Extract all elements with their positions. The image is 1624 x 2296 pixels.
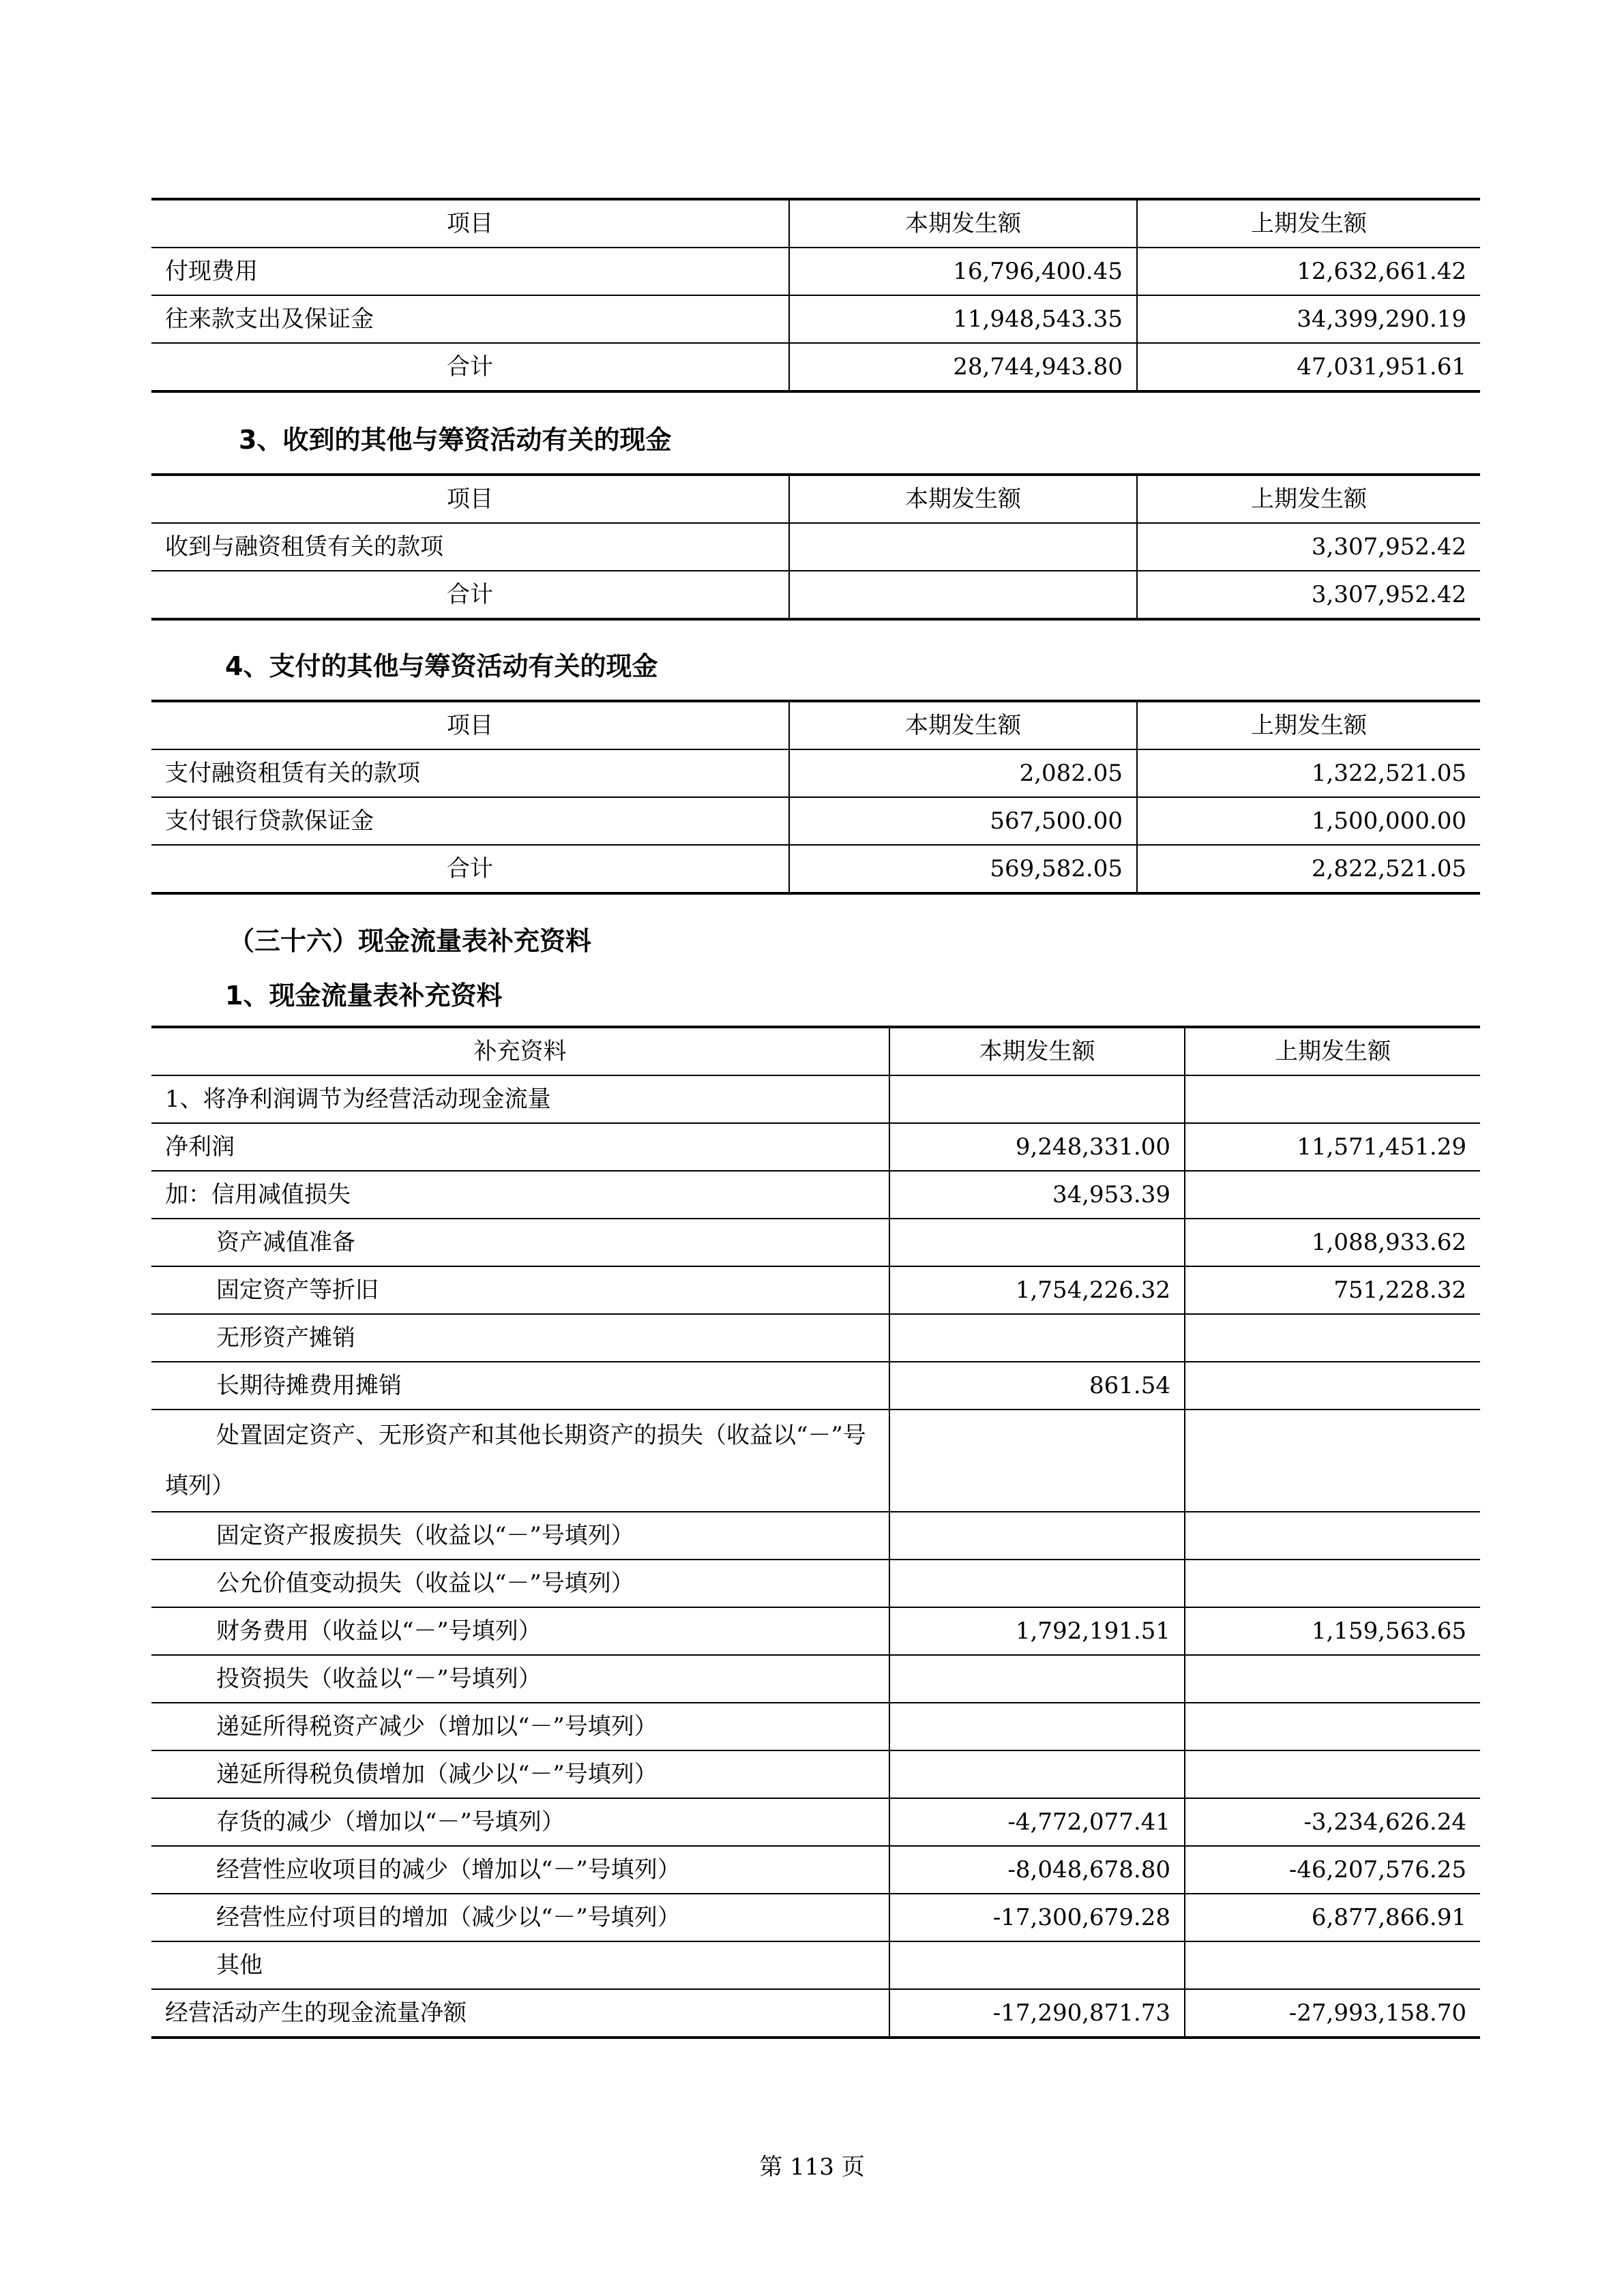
- row-label: 付现费用: [151, 248, 789, 295]
- total-label: 合计: [151, 343, 789, 391]
- header-prior-period: 上期发生额: [1137, 701, 1480, 749]
- table-row: [151, 1266, 1480, 1314]
- other-financing-cash-receipts-table: [151, 473, 1480, 621]
- current-amount: -4,772,077.41: [889, 1798, 1185, 1846]
- row-label: 经营性应付项目的增加（减少以“－”号填列）: [151, 1894, 889, 1941]
- prior-amount: -27,993,158.70: [1185, 1989, 1480, 2038]
- table-row: [151, 1410, 1480, 1512]
- row-label: 资产减值准备: [151, 1219, 889, 1266]
- row-label: 往来款支出及保证金: [151, 295, 789, 343]
- total-prior-amount: 2,822,521.05: [1137, 845, 1480, 893]
- table-row: [151, 1703, 1480, 1750]
- current-amount: 16,796,400.45: [789, 248, 1137, 295]
- prior-amount: 751,228.32: [1185, 1266, 1480, 1314]
- row-label: 支付融资租赁有关的款项: [151, 749, 789, 797]
- table-row: [151, 1219, 1480, 1266]
- current-amount: 1,792,191.51: [889, 1607, 1185, 1655]
- table-header-row: [151, 1027, 1480, 1075]
- row-label: 存货的减少（增加以“－”号填列）: [151, 1798, 889, 1846]
- row-label: 经营活动产生的现金流量净额: [151, 1989, 889, 2038]
- row-label: 其他: [151, 1941, 889, 1989]
- current-amount: [889, 1314, 1185, 1362]
- current-amount: -8,048,678.80: [889, 1846, 1185, 1894]
- current-amount: [889, 1219, 1185, 1266]
- row-label: 净利润: [151, 1123, 889, 1171]
- row-label: 1、将净利润调节为经营活动现金流量: [151, 1075, 889, 1123]
- section-36-subheading: 1、现金流量表补充资料: [225, 981, 503, 1011]
- total-current-amount: 28,744,943.80: [789, 343, 1137, 391]
- row-label: 递延所得税负债增加（减少以“－”号填列）: [151, 1750, 889, 1798]
- table-header-row: [151, 475, 1480, 523]
- section-4-heading: 4、支付的其他与筹资活动有关的现金: [225, 651, 658, 681]
- current-amount: 2,082.05: [789, 749, 1137, 797]
- table-row: [151, 1894, 1480, 1941]
- current-amount: 9,248,331.00: [889, 1123, 1185, 1171]
- row-label: 支付银行贷款保证金: [151, 797, 789, 845]
- table-row: [151, 797, 1480, 845]
- row-label: 经营性应收项目的减少（增加以“－”号填列）: [151, 1846, 889, 1894]
- header-prior-period: 上期发生额: [1137, 199, 1480, 248]
- prior-amount: [1185, 1560, 1480, 1607]
- prior-amount: [1185, 1171, 1480, 1219]
- header-item: 项目: [151, 701, 789, 749]
- current-amount: [889, 1075, 1185, 1123]
- table-row: [151, 1171, 1480, 1219]
- other-financing-cash-payments-table: [151, 700, 1480, 895]
- current-amount: 34,953.39: [889, 1171, 1185, 1219]
- row-label: 长期待摊费用摊销: [151, 1362, 889, 1410]
- row-label: 收到与融资租赁有关的款项: [151, 523, 789, 571]
- row-label: 递延所得税资产减少（增加以“－”号填列）: [151, 1703, 889, 1750]
- current-amount: [889, 1655, 1185, 1703]
- total-prior-amount: 47,031,951.61: [1137, 343, 1480, 391]
- current-amount: -17,300,679.28: [889, 1894, 1185, 1941]
- total-current-amount: 569,582.05: [789, 845, 1137, 893]
- cash-flow-supplementary-table: [151, 1026, 1480, 2039]
- current-amount: 861.54: [889, 1362, 1185, 1410]
- prior-amount: -46,207,576.25: [1185, 1846, 1480, 1894]
- current-amount: -17,290,871.73: [889, 1989, 1185, 2038]
- prior-amount: 1,500,000.00: [1137, 797, 1480, 845]
- prior-amount: [1185, 1075, 1480, 1123]
- prior-amount: 6,877,866.91: [1185, 1894, 1480, 1941]
- table-row: [151, 523, 1480, 571]
- header-item: 项目: [151, 199, 789, 248]
- table-row: [151, 1798, 1480, 1846]
- table-row: [151, 1560, 1480, 1607]
- row-label: 投资损失（收益以“－”号填列）: [151, 1655, 889, 1703]
- total-current-amount: [789, 571, 1137, 619]
- current-amount: 567,500.00: [789, 797, 1137, 845]
- table-row: [151, 1362, 1480, 1410]
- table-row: [151, 1607, 1480, 1655]
- table-header-row: [151, 199, 1480, 248]
- table-row: [151, 1123, 1480, 1171]
- table-row: [151, 295, 1480, 343]
- current-amount: [889, 1941, 1185, 1989]
- current-amount: [889, 1512, 1185, 1560]
- row-label: 公允价值变动损失（收益以“－”号填列）: [151, 1560, 889, 1607]
- total-label: 合计: [151, 571, 789, 619]
- table-row: [151, 1750, 1480, 1798]
- prior-amount: [1185, 1362, 1480, 1410]
- header-supplementary-info: 补充资料: [151, 1027, 889, 1075]
- prior-amount: 12,632,661.42: [1137, 248, 1480, 295]
- row-label: 处置固定资产、无形资产和其他长期资产的损失（收益以“－”号填列）: [151, 1410, 889, 1512]
- row-label: 无形资产摊销: [151, 1314, 889, 1362]
- prior-amount: 3,307,952.42: [1137, 523, 1480, 571]
- table-total-row: [151, 1989, 1480, 2038]
- total-prior-amount: 3,307,952.42: [1137, 571, 1480, 619]
- current-amount: [889, 1750, 1185, 1798]
- table-row: [151, 1075, 1480, 1123]
- table-total-row: [151, 343, 1480, 391]
- prior-amount: 11,571,451.29: [1185, 1123, 1480, 1171]
- prior-amount: [1185, 1512, 1480, 1560]
- header-prior-period: 上期发生额: [1137, 475, 1480, 523]
- row-label: 加：信用减值损失: [151, 1171, 889, 1219]
- current-amount: 11,948,543.35: [789, 295, 1137, 343]
- row-label: 固定资产报废损失（收益以“－”号填列）: [151, 1512, 889, 1560]
- prior-amount: 1,322,521.05: [1137, 749, 1480, 797]
- total-label: 合计: [151, 845, 789, 893]
- current-amount: [789, 523, 1137, 571]
- table-header-row: [151, 701, 1480, 749]
- prior-amount: [1185, 1750, 1480, 1798]
- current-amount: [889, 1560, 1185, 1607]
- page-number: 第 113 页: [759, 2153, 865, 2181]
- row-label: 固定资产等折旧: [151, 1266, 889, 1314]
- table-row: [151, 1941, 1480, 1989]
- table-total-row: [151, 571, 1480, 619]
- header-current-period: 本期发生额: [889, 1027, 1185, 1075]
- section-36-heading: （三十六）现金流量表补充资料: [228, 926, 592, 956]
- current-amount: [889, 1410, 1185, 1512]
- prior-amount: [1185, 1410, 1480, 1512]
- row-label: 财务费用（收益以“－”号填列）: [151, 1607, 889, 1655]
- header-current-period: 本期发生额: [789, 701, 1137, 749]
- prior-amount: [1185, 1314, 1480, 1362]
- table-row: [151, 1512, 1480, 1560]
- section-3-heading: 3、收到的其他与筹资活动有关的现金: [239, 425, 672, 455]
- other-operating-cash-payments-table: [151, 198, 1480, 393]
- table-row: [151, 1314, 1480, 1362]
- current-amount: 1,754,226.32: [889, 1266, 1185, 1314]
- current-amount: [889, 1703, 1185, 1750]
- table-row: [151, 1846, 1480, 1894]
- prior-amount: [1185, 1703, 1480, 1750]
- prior-amount: 1,088,933.62: [1185, 1219, 1480, 1266]
- table-row: [151, 749, 1480, 797]
- prior-amount: 1,159,563.65: [1185, 1607, 1480, 1655]
- table-total-row: [151, 845, 1480, 893]
- prior-amount: -3,234,626.24: [1185, 1798, 1480, 1846]
- header-item: 项目: [151, 475, 789, 523]
- table-row: [151, 248, 1480, 295]
- header-current-period: 本期发生额: [789, 475, 1137, 523]
- header-prior-period: 上期发生额: [1185, 1027, 1480, 1075]
- prior-amount: [1185, 1655, 1480, 1703]
- prior-amount: [1185, 1941, 1480, 1989]
- header-current-period: 本期发生额: [789, 199, 1137, 248]
- prior-amount: 34,399,290.19: [1137, 295, 1480, 343]
- table-row: [151, 1655, 1480, 1703]
